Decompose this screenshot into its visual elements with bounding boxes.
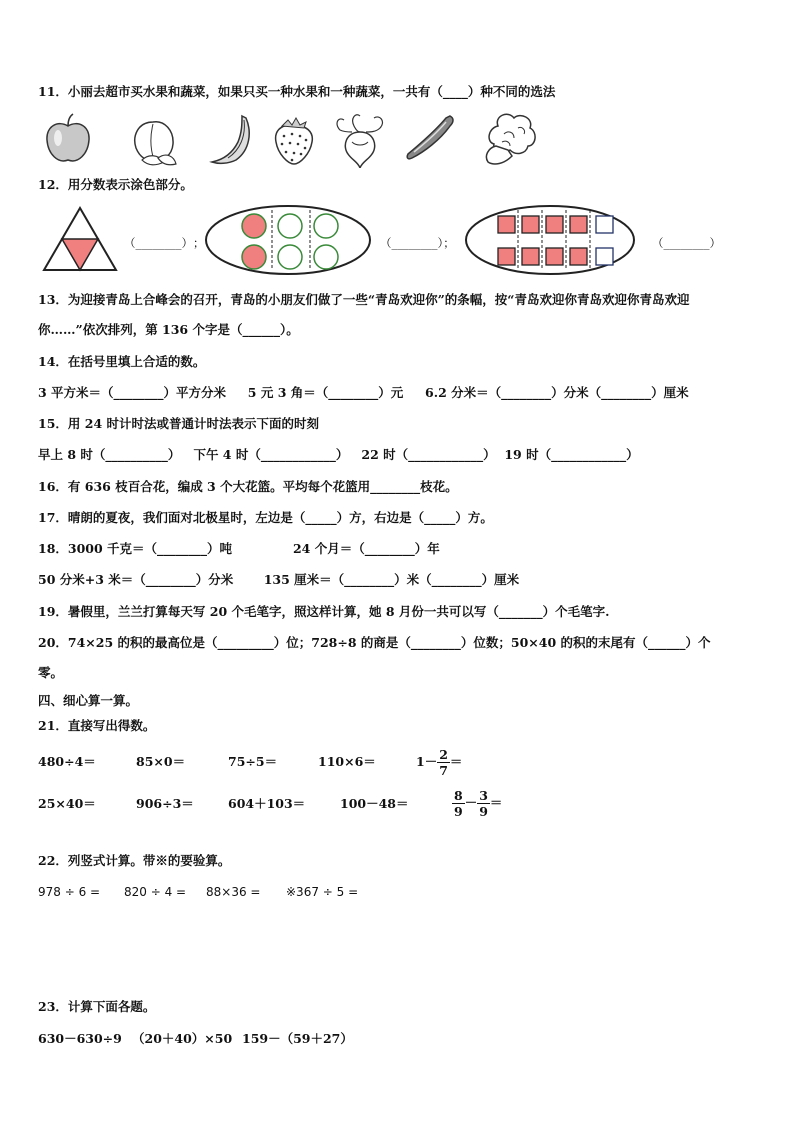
question-22: 22．列竖式计算。带※的要验算。 bbox=[38, 853, 231, 868]
fraction-8-9: $\frac{8}{9}$ bbox=[454, 788, 463, 819]
strawberry-icon bbox=[276, 118, 313, 164]
squares-figure bbox=[466, 206, 634, 274]
calc-22-1: 978 ÷ 6 = bbox=[38, 885, 101, 899]
question-13-line-2: 你……”依次排列，第 136 个字是（______）。 bbox=[38, 322, 299, 337]
question-14: 14．在括号里填上合适的数。 bbox=[38, 354, 206, 369]
calc-23-1: 630－630÷9 bbox=[38, 1031, 122, 1046]
question-20-line-2: 零。 bbox=[38, 665, 64, 680]
calc-23-2: （20＋40）×50 bbox=[132, 1031, 233, 1046]
question-23: 23．计算下面各题。 bbox=[38, 999, 156, 1014]
answer-12-3: （________） bbox=[652, 236, 721, 250]
calc-21-6: 25×40＝ bbox=[38, 796, 96, 811]
section-four-heading: 四、细心算一算。 bbox=[38, 693, 139, 708]
question-18-line-2: 50 分米+3 米＝（________）分米 135 厘米＝（________）米（________）厘米 bbox=[38, 572, 520, 587]
calc-22-3: 88×36 = bbox=[206, 885, 261, 899]
fraction-3-9: $\frac{3}{9}$ bbox=[479, 788, 488, 819]
produce-pictures bbox=[40, 112, 560, 168]
circles-figure bbox=[206, 206, 370, 274]
calc-21-7: 906÷3＝ bbox=[136, 796, 194, 811]
peach-icon bbox=[135, 122, 176, 165]
calc-21-4: 110×6＝ bbox=[318, 754, 376, 769]
calc-23-3: 159－（59＋27） bbox=[242, 1031, 353, 1046]
apple-icon bbox=[47, 114, 89, 161]
calc-21-2: 85×0＝ bbox=[136, 754, 186, 769]
question-19: 19．暑假里，兰兰打算每天写 20 个毛笔字，照这样计算，她 8 月份一共可以写（_______）个毛笔字. bbox=[38, 604, 610, 619]
question-16: 16．有 636 枝百合花，编成 3 个大花篮。平均每个花篮用________枝花。 bbox=[38, 479, 458, 494]
triangle-figure bbox=[44, 208, 116, 270]
calc-22-4: ※367 ÷ 5 = bbox=[286, 885, 359, 899]
banana-icon bbox=[212, 116, 249, 163]
calc-21-9: 100－48＝ bbox=[340, 796, 409, 811]
question-11: 11．小丽去超市买水果和蔬菜，如果只买一种水果和一种蔬菜，一共有（____）种不同的选法 bbox=[38, 84, 556, 99]
question-18-line-1: 18．3000 千克＝（________）吨 24 个月＝（________）年 bbox=[38, 541, 440, 556]
calc-21-3: 75÷5＝ bbox=[228, 754, 278, 769]
question-13-line-1: 13．为迎接青岛上合峰会的召开，青岛的小朋友们做了一些“青岛欢迎你”的条幅，按“青岛欢迎你青岛欢迎你青岛欢迎 bbox=[38, 292, 690, 307]
radish-icon bbox=[337, 115, 382, 168]
calc-21-8: 604＋103＝ bbox=[228, 796, 306, 811]
calc-21-5: 1－ $\frac{2}{7}$ ＝ bbox=[416, 747, 463, 778]
question-12: 12．用分数表示涂色部分。 bbox=[38, 177, 193, 192]
calc-22-2: 820 ÷ 4 = bbox=[124, 885, 187, 899]
answer-12-1: （________） bbox=[124, 236, 193, 250]
calc-21-10: $\frac{8}{9}$ － $\frac{3}{9}$ ＝ bbox=[454, 788, 503, 819]
calc-21-1: 480÷4＝ bbox=[38, 754, 96, 769]
answer-12-2: （________）； bbox=[380, 236, 455, 250]
separator-12: ； bbox=[193, 236, 205, 250]
question-14-blanks: 3 平方米＝（________）平方分米 5 元 3 角＝（________）元 6.2 分米＝（________）分米（________）厘米 bbox=[38, 385, 689, 400]
cucumber-icon bbox=[407, 116, 453, 159]
question-17: 17．晴朗的夏夜，我们面对北极星时，左边是（_____）方，右边是（_____）方。 bbox=[38, 510, 493, 525]
question-15-blanks: 早上 8 时（__________） 下午 4 时（____________） 22 时（____________） 19 时（____________） bbox=[38, 447, 639, 462]
cauliflower-icon bbox=[486, 114, 535, 164]
fraction-2-7: $\frac{2}{7}$ bbox=[439, 747, 448, 778]
question-20-line-1: 20．74×25 的积的最高位是（_________）位；728÷8 的商是（________）位数；50×40 的积的末尾有（______）个 bbox=[38, 635, 711, 650]
question-21: 21．直接写出得数。 bbox=[38, 718, 156, 733]
question-15: 15．用 24 时计时法或普通计时法表示下面的时刻 bbox=[38, 416, 319, 431]
